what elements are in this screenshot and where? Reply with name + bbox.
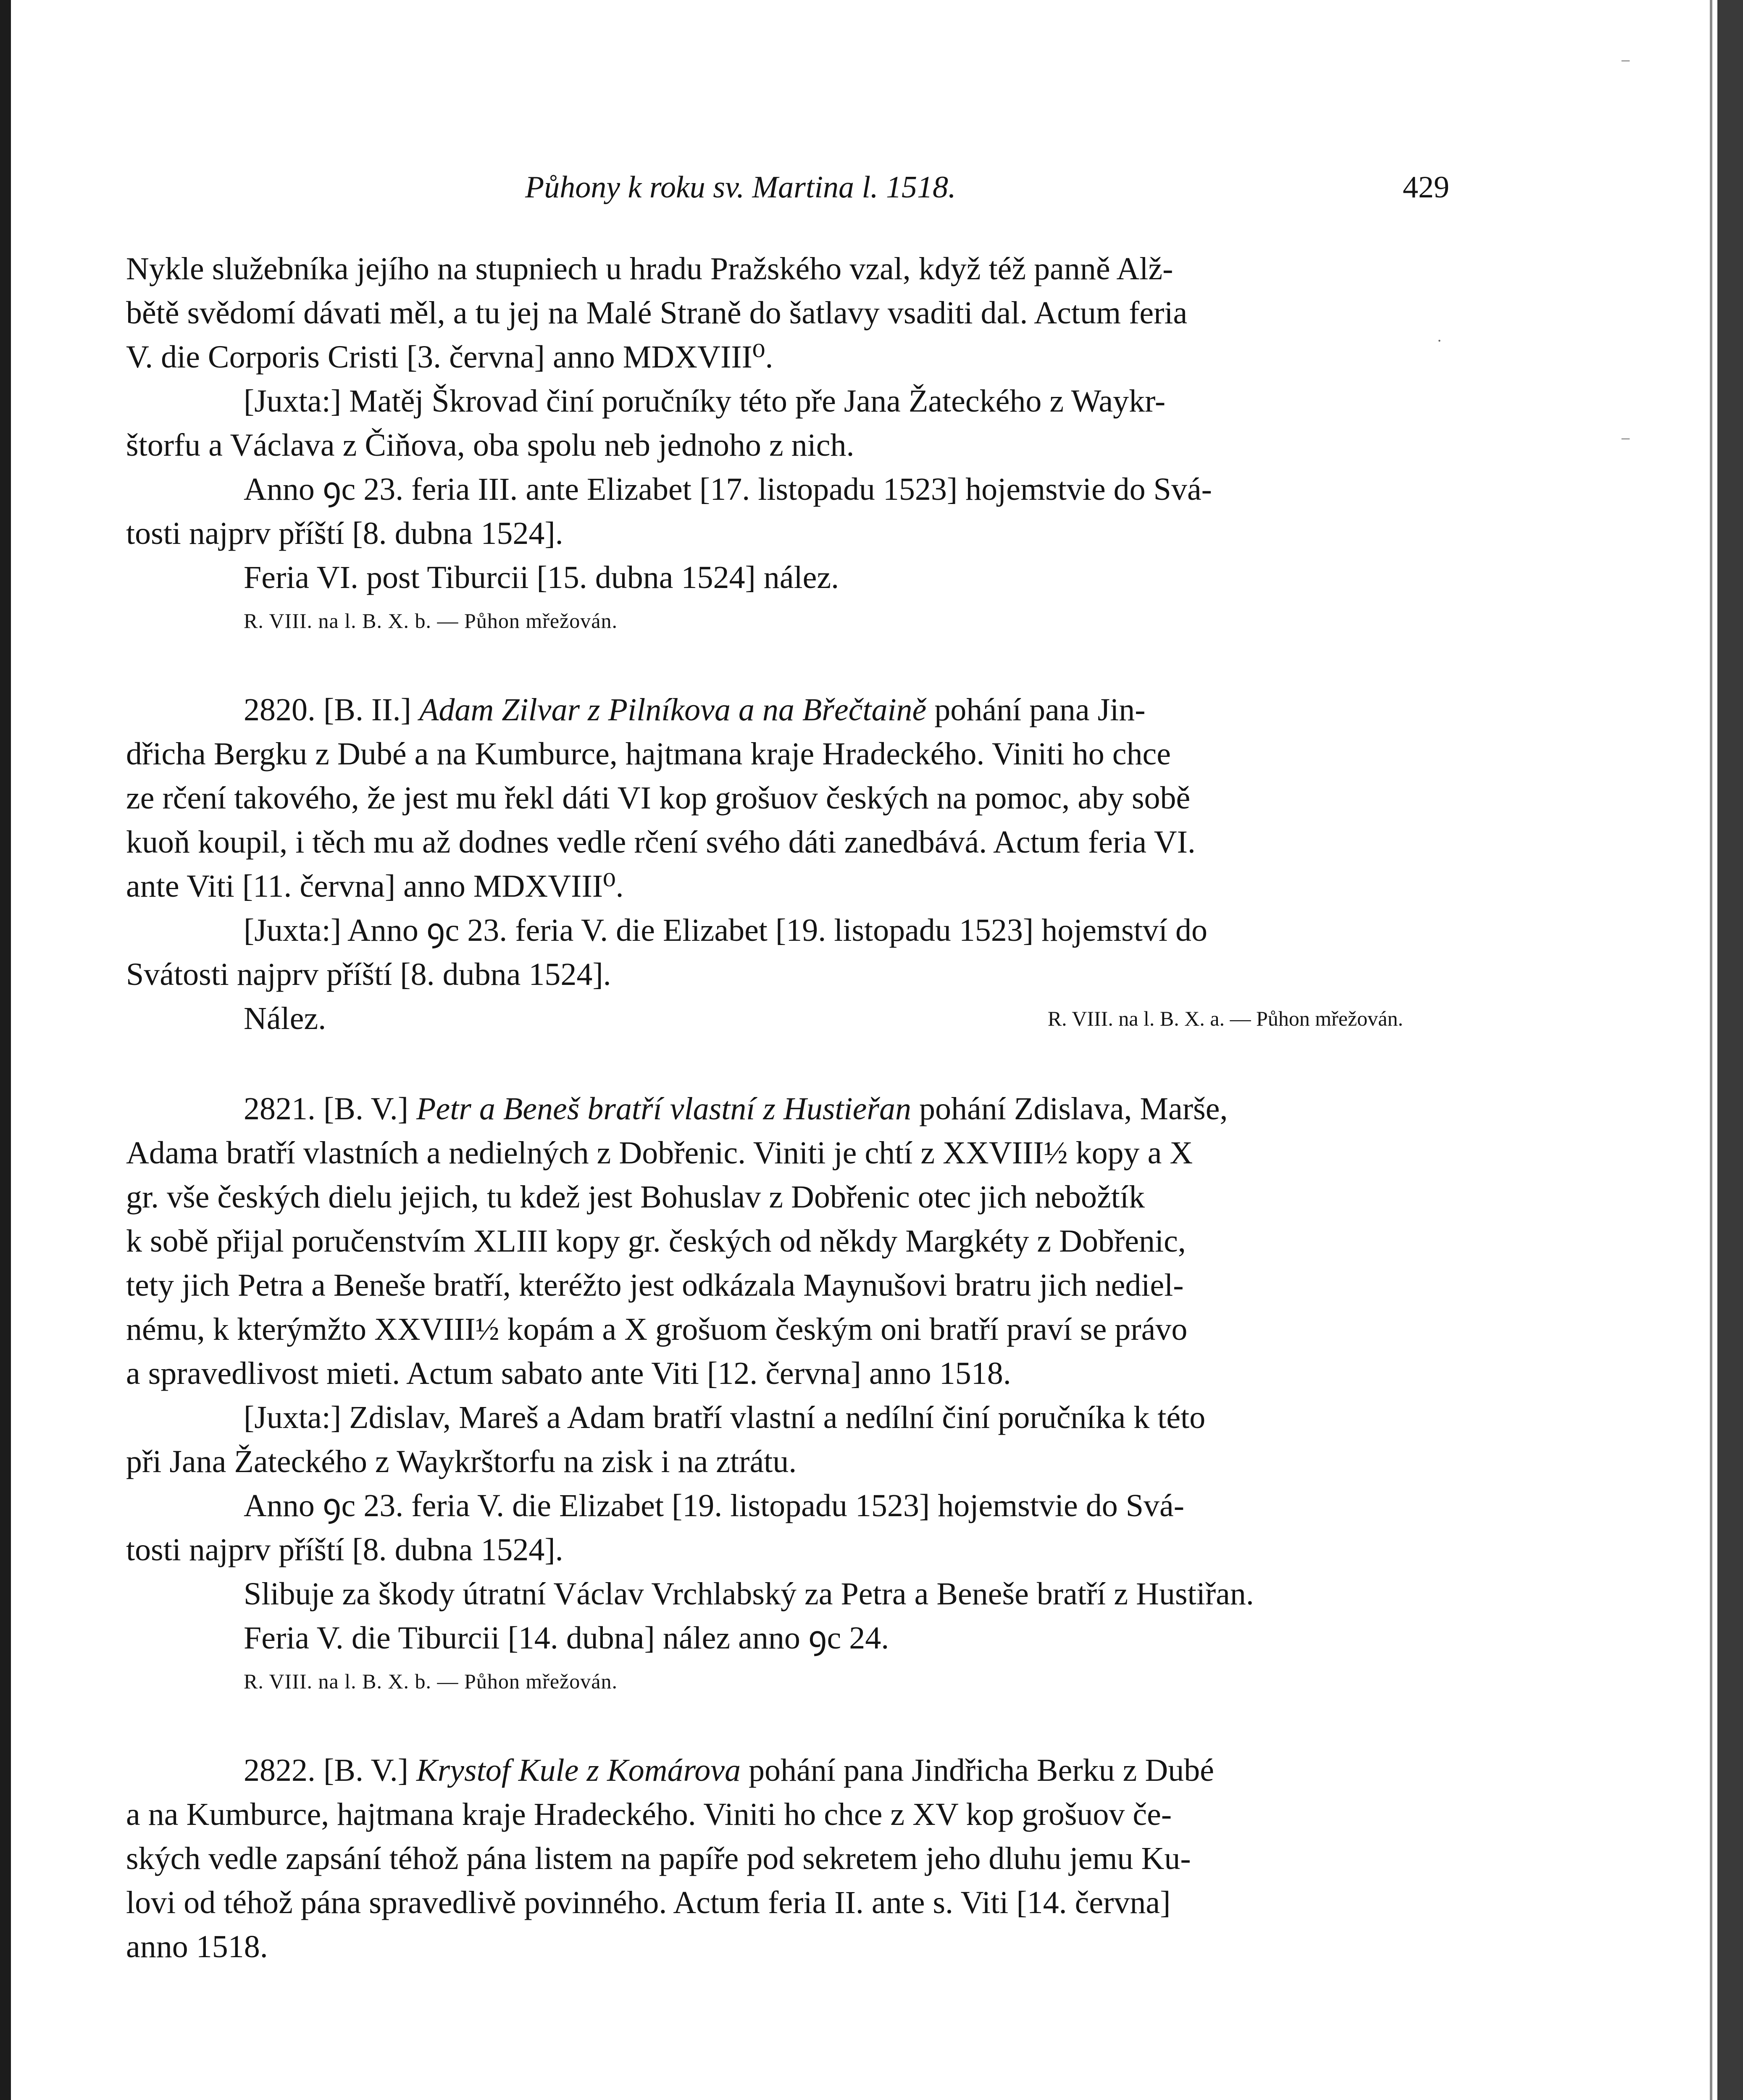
text-line: gr. vše českých dielu jejich, tu kdež jest Bohuslav z Dobřenic otec jich nebožtík xyxy=(126,1179,1145,1215)
running-title: Půhony k roku sv. Martina l. 1518. xyxy=(525,170,956,205)
entry-2822 xyxy=(126,1748,1449,1969)
feria-line: Feria V. die Tiburcii [14. dubna] nález anno ꝯc 24. xyxy=(244,1620,889,1656)
entry-first-line xyxy=(126,1748,1449,1793)
archive-reference: R. VIII. na l. B. X. b. — Půhon mřežován. xyxy=(244,1670,618,1693)
plaintiff-name: Adam Zilvar z Pilníkova a na Břečtaině xyxy=(419,692,927,727)
anno-line: Anno ꝯc 23. feria III. ante Elizabet [17. listopadu 1523] hojemstvie do Svá- xyxy=(244,472,1212,507)
nalez-label: Nález. xyxy=(244,1001,326,1036)
plaintiff-name: Krystof Kule z Komárova xyxy=(416,1753,741,1788)
text-line: Adama bratří vlastních a nedielných z Dobřenic. Viniti je chtí z XXVIII½ kopy a X xyxy=(126,1135,1193,1171)
entry-number: 2820. [B. II.] xyxy=(244,692,411,727)
text-line: anno 1518. xyxy=(126,1929,268,1964)
text-line: a na Kumburce, hajtmana kraje Hradeckého. Viniti ho chce z XV kop grošuov če- xyxy=(126,1797,1172,1832)
juxta-line: štorfu a Václava z Čiňova, oba spolu neb jednoho z nich. xyxy=(126,428,854,463)
scan-mark: – xyxy=(1622,51,1630,68)
text-line: a spravedlivost mieti. Actum sabato ante Viti [12. června] anno 1518. xyxy=(126,1356,1011,1391)
juxta-line: [Juxta:] Anno ꝯc 23. feria V. die Elizabet [19. listopadu 1523] hojemství do xyxy=(244,913,1207,948)
text-line: k sobě přijal poručenstvím XLIII kopy gr. českých od někdy Margkéty z Dobřenic, xyxy=(126,1223,1186,1259)
page-number: 429 xyxy=(1403,170,1449,205)
continuation-entry xyxy=(126,247,1449,642)
page-header xyxy=(126,170,1449,216)
slibuje-line: Slibuje za škody útratní Václav Vrchlabský za Petra a Beneše bratří z Hustiřan. xyxy=(244,1576,1254,1612)
juxta-line: [Juxta:] Matěj Škrovad činí poručníky této pře Jana Žateckého z Waykr- xyxy=(244,383,1166,419)
first-line-rest: pohání Zdislava, Marše, xyxy=(919,1091,1228,1126)
scan-right-edge-line xyxy=(1710,0,1712,2100)
text-line: tety jich Petra a Beneše bratří, kteréžto jest odkázala Maynušovi bratru jich nediel- xyxy=(126,1268,1184,1303)
archive-reference: R. VIII. na l. B. X. b. — Půhon mřežován. xyxy=(244,609,618,633)
scan-right-edge xyxy=(1717,0,1743,2100)
nalez-row xyxy=(126,997,1449,1041)
anno-line: Anno ꝯc 23. feria V. die Elizabet [19. listopadu 1523] hojemstvie do Svá- xyxy=(244,1488,1185,1523)
text-line: ských vedle zapsání téhož pána listem na papíře pod sekretem jeho dluhu jemu Ku- xyxy=(126,1841,1191,1876)
text-line: bětě svědomí dávati měl, a tu jej na Malé Straně do šatlavy vsaditi dal. Actum feria xyxy=(126,295,1188,331)
juxta-line: při Jana Žateckého z Waykrštorfu na zisk i na ztrátu. xyxy=(126,1444,797,1479)
first-line-rest: pohání pana Jindřicha Berku z Dubé xyxy=(749,1753,1215,1788)
entry-number: 2821. [B. V.] xyxy=(244,1091,409,1126)
entry-2820 xyxy=(126,688,1449,1041)
text-line: Nykle služebníka jejího na stupniech u hradu Pražského vzal, když též panně Alž- xyxy=(126,251,1173,286)
juxta-line: Svátosti najprv příští [8. dubna 1524]. xyxy=(126,957,611,992)
text-line: nému, k kterýmžto XXVIII½ kopám a X grošuom českým oni bratří praví se právo xyxy=(126,1312,1188,1347)
entry-number: 2822. [B. V.] xyxy=(244,1753,409,1788)
entry-first-line xyxy=(126,1087,1449,1131)
scan-mark: · xyxy=(1437,332,1442,350)
first-line-rest: pohání pana Jin- xyxy=(934,692,1146,727)
juxta-line: [Juxta:] Zdislav, Mareš a Adam bratří vlastní a nedílní činí poručníka k této xyxy=(244,1400,1206,1435)
text-line: kuoň koupil, i těch mu až dodnes vedle rčení svého dáti zanedbává. Actum feria VI. xyxy=(126,824,1196,860)
entry-first-line xyxy=(126,688,1449,732)
anno-line: tosti najprv příští [8. dubna 1524]. xyxy=(126,516,563,551)
page-body xyxy=(126,247,1449,1969)
text-line: ante Viti [11. června] anno MDXVIII⁰. xyxy=(126,869,624,904)
text-line: V. die Corporis Cristi [3. června] anno MDXVIII⁰. xyxy=(126,339,773,375)
plaintiff-name: Petr a Beneš bratří vlastní z Hustieřan xyxy=(416,1091,911,1126)
text-line: lovi od téhož pána spravedlivě povinného. Actum feria II. ante s. Viti [14. června] xyxy=(126,1885,1171,1920)
anno-line: tosti najprv příští [8. dubna 1524]. xyxy=(126,1532,563,1567)
scan-mark: – xyxy=(1622,429,1630,446)
scan-left-edge xyxy=(0,0,11,2100)
text-line: dřicha Bergku z Dubé a na Kumburce, hajtmana kraje Hradeckého. Viniti ho chce xyxy=(126,736,1171,772)
archive-reference: R. VIII. na l. B. X. a. — Půhon mřežován. xyxy=(1047,1007,1403,1030)
text-line: ze rčení takového, že jest mu řekl dáti VI kop grošuov českých na pomoc, aby sobě xyxy=(126,780,1191,816)
feria-line: Feria VI. post Tiburcii [15. dubna 1524] nález. xyxy=(244,560,839,595)
entry-2821 xyxy=(126,1087,1449,1702)
